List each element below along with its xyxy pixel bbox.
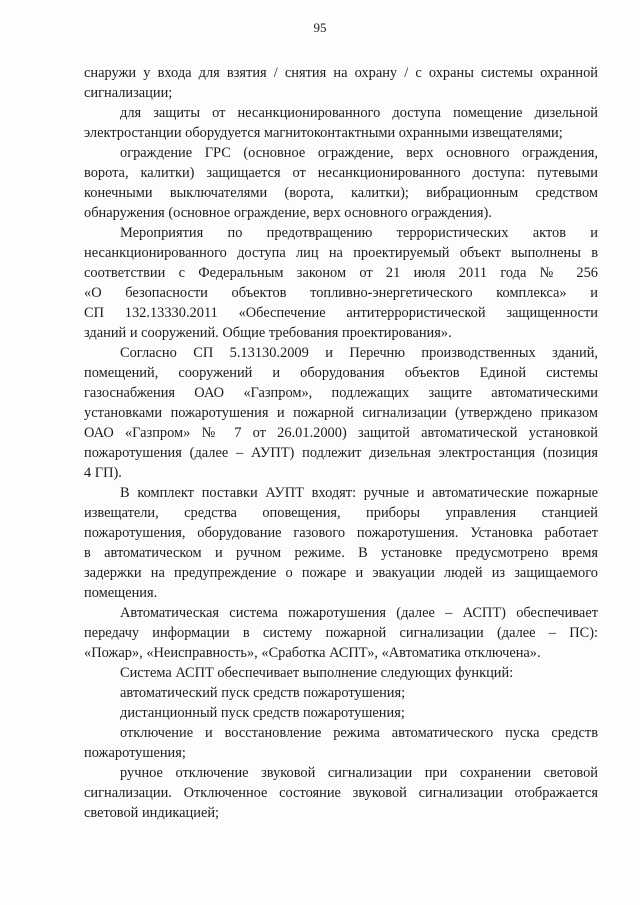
text-line: установками пожаротушения и пожарной сигнализации (утверждено приказом xyxy=(84,405,598,421)
text-line: несанкционированного доступа лиц на проектируемый объект выполнены в xyxy=(84,245,598,261)
text-line: электростанции оборудуется магнитоконтактными охранными извещателями; xyxy=(84,125,563,141)
text-line: ворота, калитки) защищается от несанкционированного доступа: путевыми xyxy=(84,165,598,181)
text-line: дистанционный пуск средств пожаротушения; xyxy=(120,705,405,721)
text-line: зданий и сооружений. Общие требования проектирования». xyxy=(84,325,452,341)
paragraph xyxy=(84,223,598,343)
text-line: Автоматическая система пожаротушения (далее – АСПТ) обеспечивает xyxy=(120,605,598,621)
text-line: 4 ГП). xyxy=(84,465,122,481)
paragraph xyxy=(84,483,598,603)
paragraph xyxy=(84,63,598,103)
text-line: пожаротушения, оборудование газового пожаротушения. Установка работает xyxy=(84,525,598,541)
text-line: помещений, сооружений и оборудования объектов Единой системы xyxy=(84,365,598,381)
text-line: ограждение ГРС (основное ограждение, верх основного ограждения, xyxy=(120,145,598,161)
text-line: пожаротушения (далее – АУПТ) подлежит дизельная электростанция (позиция xyxy=(84,445,598,461)
text-line: автоматический пуск средств пожаротушения; xyxy=(120,685,406,701)
text-line: газоснабжения ОАО «Газпром», подлежащих защите автоматическими xyxy=(84,385,598,401)
document-body xyxy=(84,63,598,823)
text-line: обнаружения (основное ограждение, верх основного ограждения). xyxy=(84,205,492,221)
text-line: сигнализации. Отключенное состояние звуковой сигнализации отображается xyxy=(84,785,598,801)
text-line: ручное отключение звуковой сигнализации при сохранении световой xyxy=(120,765,598,781)
text-line: В комплект поставки АУПТ входят: ручные и автоматические пожарные xyxy=(120,485,598,501)
paragraph xyxy=(84,763,598,823)
text-line: для защиты от несанкционированного доступа помещение дизельной xyxy=(120,105,598,121)
text-line: СП 132.13330.2011 «Обеспечение антитеррористической защищенности xyxy=(84,305,598,321)
text-line: световой индикацией; xyxy=(84,805,220,821)
paragraph xyxy=(84,103,598,143)
text-line: ОАО «Газпром» № 7 от 26.01.2000) защитой автоматической установкой xyxy=(84,425,598,441)
paragraph xyxy=(84,343,598,483)
text-line: конечными выключателями (ворота, калитки); вибрационным средством xyxy=(84,185,598,201)
paragraph xyxy=(84,703,598,723)
text-line: соответствии с Федеральным законом от 21 июля 2011 года № 256 xyxy=(84,265,598,281)
text-line: сигнализации; xyxy=(84,85,173,101)
text-line: Согласно СП 5.13130.2009 и Перечню производственных зданий, xyxy=(120,345,598,361)
page-number: 95 xyxy=(313,20,327,35)
text-line: в автоматическом и ручном режиме. В установке предусмотрено время xyxy=(84,545,598,561)
paragraph xyxy=(84,663,598,683)
text-line: помещения. xyxy=(84,585,158,601)
text-line: передачу информации в систему пожарной сигнализации (далее – ПС): xyxy=(84,625,598,641)
text-line: снаружи у входа для взятия / снятия на охрану / с охраны системы охранной xyxy=(84,65,598,81)
paragraph xyxy=(84,723,598,763)
text-line: задержки на предупреждение о пожаре и эвакуации людей из защищаемого xyxy=(84,565,598,581)
text-line: отключение и восстановление режима автоматического пуска средств xyxy=(120,725,598,741)
text-line: пожаротушения; xyxy=(84,745,186,761)
paragraph xyxy=(84,603,598,663)
text-line: извещатели, средства оповещения, приборы управления станцией xyxy=(84,505,598,521)
text-line: «Пожар», «Неисправность», «Сработка АСПТ», «Автоматика отключена». xyxy=(84,645,541,661)
paragraph xyxy=(84,143,598,223)
text-line: Мероприятия по предотвращению террористических актов и xyxy=(120,225,598,241)
paragraph xyxy=(84,683,598,703)
text-line: «О безопасности объектов топливно-энергетического комплекса» и xyxy=(84,285,598,301)
text-line: Система АСПТ обеспечивает выполнение следующих функций: xyxy=(120,665,514,681)
